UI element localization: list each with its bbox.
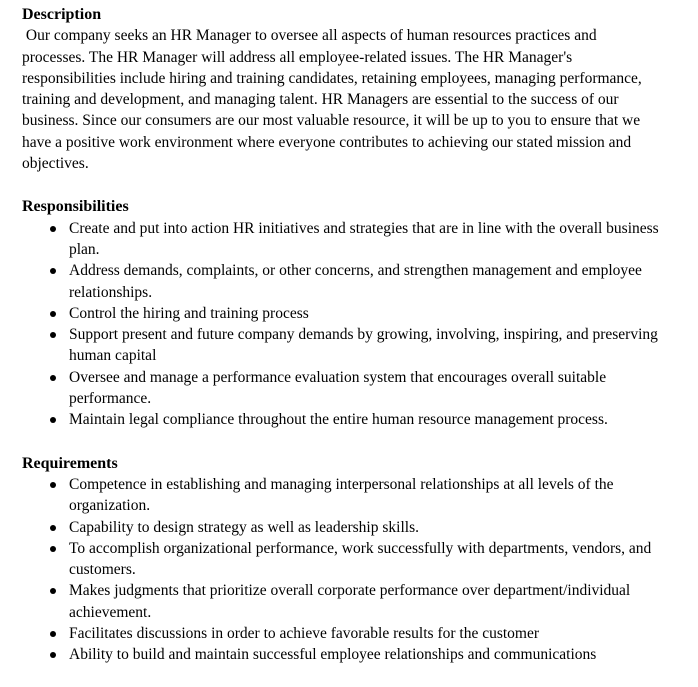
bullet-icon xyxy=(50,588,56,594)
requirements-heading: Requirements xyxy=(22,454,118,472)
list-item-text: Capability to design strategy as well as leadership skills. xyxy=(69,518,419,536)
description-body: Our company seeks an HR Manager to oversee all aspects of human resources practices and processes. The HR Manager will address all employee-related issues. The HR Manager's responsibilities include hiring and training candidates, retaining employees, managing performance, training and development, and managing talent. HR Managers are essential to the success of our business. Since our consumers are our most valuable resource, it will be up to you to ensure that we have a positive work environment where everyone contributes to achieving our stated mission and objectives. xyxy=(22,27,646,173)
list-item xyxy=(22,517,662,538)
section-spacer xyxy=(22,431,662,453)
list-item xyxy=(22,260,662,303)
section-spacer xyxy=(22,174,662,196)
list-item-text: Address demands, complaints, or other concerns, and strengthen management and employee relationships. xyxy=(69,262,642,301)
list-item-text: Competence in establishing and managing interpersonal relationships at all levels of the organization. xyxy=(69,475,614,515)
list-item xyxy=(22,218,662,261)
bullet-icon xyxy=(50,375,56,381)
list-item xyxy=(22,623,662,644)
list-item-text: Control the hiring and training process xyxy=(69,304,309,322)
list-item-text: Support present and future company demands by growing, involving, inspiring, and preserving human capital xyxy=(69,326,658,365)
bullet-icon xyxy=(50,631,56,637)
bullet-icon xyxy=(50,652,56,658)
requirements-list xyxy=(22,474,662,666)
bullet-icon xyxy=(50,268,56,274)
list-item xyxy=(22,580,662,623)
bullet-icon xyxy=(50,332,56,338)
bullet-icon xyxy=(50,311,56,317)
description-section xyxy=(22,4,662,174)
list-item-text: Oversee and manage a performance evaluation system that encourages overall suitable performance. xyxy=(69,368,607,408)
responsibilities-list xyxy=(22,218,662,431)
list-item xyxy=(22,409,662,430)
responsibilities-section xyxy=(22,196,662,430)
list-item xyxy=(22,367,662,410)
list-item xyxy=(22,644,662,665)
list-item-text: Facilitates discussions in order to achieve favorable results for the customer xyxy=(69,625,540,643)
bullet-icon xyxy=(50,525,56,531)
description-heading: Description xyxy=(22,6,102,23)
responsibilities-heading: Responsibilities xyxy=(22,198,129,216)
list-item-text: Makes judgments that prioritize overall corporate performance over department/individual achievement. xyxy=(69,582,631,621)
list-item-text: To accomplish organizational performance, work successfully with departments, vendors, and customers. xyxy=(69,539,652,579)
list-item xyxy=(22,324,662,367)
list-item-text: Create and put into action HR initiatives and strategies that are in line with the overall business plan. xyxy=(69,219,659,258)
requirements-section xyxy=(22,453,662,666)
bullet-icon xyxy=(50,482,56,488)
bullet-icon xyxy=(50,226,56,232)
bullet-icon xyxy=(50,546,56,552)
bullet-icon xyxy=(50,417,56,423)
list-item xyxy=(22,538,662,581)
list-item xyxy=(22,303,662,324)
list-item-text: Ability to build and maintain successful employee relationships and communications xyxy=(69,646,597,664)
list-item-text: Maintain legal compliance throughout the entire human resource management process. xyxy=(69,411,608,429)
list-item xyxy=(22,474,662,517)
